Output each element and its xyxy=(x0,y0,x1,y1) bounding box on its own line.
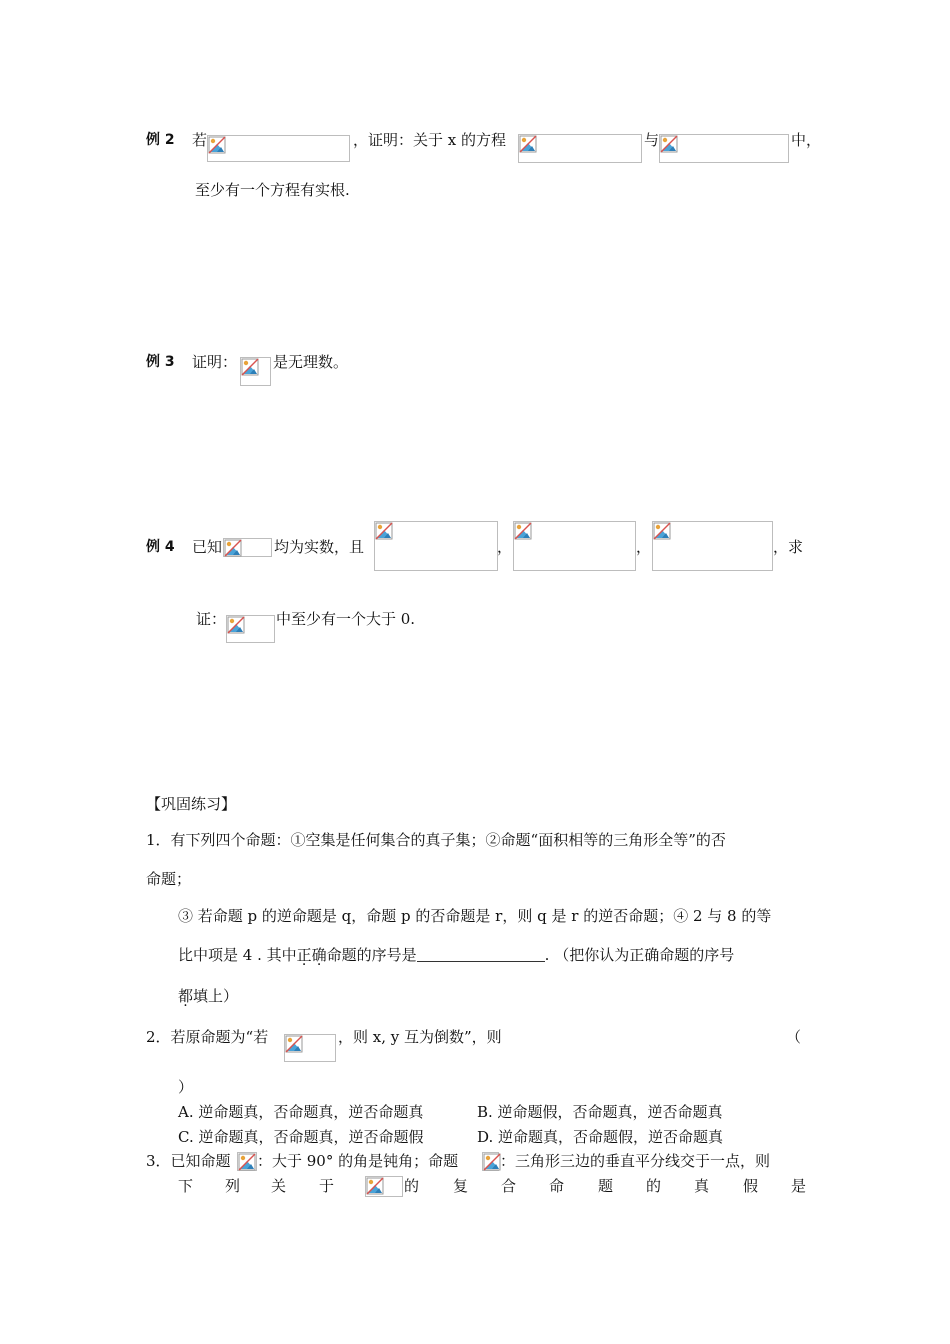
broken-image-icon xyxy=(513,521,636,571)
ex2-text-conclusion: 至少有一个方程有实根. xyxy=(195,181,350,199)
q2-paren-open: （ xyxy=(786,1028,802,1046)
broken-image-icon xyxy=(482,1152,499,1171)
broken-image-icon xyxy=(365,1176,403,1197)
q2-option-a[interactable]: A. 逆命题真，否命题真，逆否命题真 xyxy=(178,1103,424,1121)
broken-image-icon xyxy=(237,1152,257,1171)
q1-line-4 xyxy=(178,945,734,965)
broken-image-glyph xyxy=(483,1153,501,1171)
broken-image-glyph xyxy=(285,1035,303,1053)
q1-line-5 xyxy=(178,986,238,1006)
q3-word: 合 xyxy=(501,1177,517,1195)
q2-option-d[interactable]: D. 逆命题真，否命题假，逆否命题真 xyxy=(477,1128,724,1146)
q3-justified-line xyxy=(178,1176,808,1200)
broken-image-glyph xyxy=(208,136,226,154)
q3-word: 真 xyxy=(694,1177,710,1195)
q3-word: 复 xyxy=(453,1177,469,1195)
ex3-text-irrational: 是无理数。 xyxy=(273,353,349,371)
ex4-text-real: 均为实数，且 xyxy=(274,538,365,556)
ex2-text-prove: ，证明：关于 x 的方程 xyxy=(353,131,506,149)
broken-image-icon xyxy=(284,1034,336,1062)
ex4-comma-2: ， xyxy=(636,538,652,556)
broken-image-glyph xyxy=(366,1177,384,1195)
q2-paren-close: ） xyxy=(178,1078,194,1096)
q1-text-a: 比中项是 4 . 其中 xyxy=(178,946,297,964)
q1-line-2: 命题； xyxy=(146,870,192,888)
q3-text-given: 3．已知命题 xyxy=(146,1152,231,1170)
example-3-label: 例 3 xyxy=(146,354,175,370)
broken-image-icon xyxy=(659,134,789,163)
broken-image-glyph xyxy=(514,522,532,540)
q3-word: 关 xyxy=(271,1177,287,1195)
broken-image-glyph xyxy=(224,539,242,557)
ex4-text-greater: 中至少有一个大于 0. xyxy=(276,610,416,628)
ex4-text-find: ，求 xyxy=(773,538,804,556)
broken-image-icon xyxy=(207,135,350,162)
q3-text-triangle: ：三角形三边的垂直平分线交于一点，则 xyxy=(500,1152,771,1170)
q3-text-obtuse: ：大于 90° 的角是钝角；命题 xyxy=(257,1152,459,1170)
broken-image-glyph xyxy=(660,135,678,153)
q2-text-if: 2．若原命题为“若 xyxy=(146,1028,269,1046)
q3-word: 列 xyxy=(225,1177,241,1195)
q1-text-fill: 填上） xyxy=(193,987,239,1005)
ex2-text-and: 与 xyxy=(644,131,660,149)
q3-word: 的 xyxy=(646,1177,662,1195)
q3-word: 于 xyxy=(319,1177,335,1195)
practice-heading: 【巩固练习】 xyxy=(146,795,237,813)
q3-word: 假 xyxy=(743,1177,759,1195)
broken-image-glyph xyxy=(519,135,537,153)
broken-image-icon xyxy=(652,521,773,571)
q3-word: 下 xyxy=(178,1177,194,1195)
ex4-text-given: 已知 xyxy=(192,538,223,556)
example-4-label: 例 4 xyxy=(146,539,175,555)
broken-image-icon xyxy=(226,615,275,643)
broken-image-icon xyxy=(374,521,498,571)
ex2-text-in: 中， xyxy=(791,131,822,149)
example-2-label: 例 2 xyxy=(146,132,175,148)
q3-word: 命 xyxy=(549,1177,565,1195)
broken-image-icon xyxy=(240,357,271,386)
q3-word: 题 xyxy=(598,1177,614,1195)
emphasis-char-que: 确 xyxy=(311,946,327,964)
broken-image-glyph xyxy=(653,522,671,540)
ex4-comma-1: ， xyxy=(497,538,513,556)
emphasis-char-dou: 都 xyxy=(178,987,194,1005)
ex4-text-prove: 证： xyxy=(196,610,227,628)
answer-blank[interactable] xyxy=(417,947,545,962)
broken-image-glyph xyxy=(238,1153,256,1171)
broken-image-icon xyxy=(223,538,272,557)
q3-word: 的 xyxy=(404,1177,420,1195)
q2-option-b[interactable]: B. 逆命题假，否命题真，逆否命题真 xyxy=(477,1103,723,1121)
q2-text-then: ，则 x, y 互为倒数”，则 xyxy=(338,1028,502,1046)
broken-image-glyph xyxy=(227,616,245,634)
broken-image-icon xyxy=(518,134,642,163)
broken-image-glyph xyxy=(241,358,259,376)
q2-option-c[interactable]: C. 逆命题真，否命题真，逆否命题假 xyxy=(178,1128,424,1146)
emphasis-char-zheng: 正 xyxy=(296,946,312,964)
q1-text-d: 命题的序号是 xyxy=(326,946,417,964)
ex2-text-if: 若 xyxy=(192,131,208,149)
q1-text-e: . （把你认为正确命题的序号 xyxy=(544,946,735,964)
q1-line-1: 1．有下列四个命题：①空集是任何集合的真子集；②命题“面积相等的三角形全等”的否 xyxy=(146,831,726,849)
broken-image-glyph xyxy=(375,522,393,540)
q3-word: 是 xyxy=(791,1177,807,1195)
ex3-text-prove: 证明： xyxy=(192,353,238,371)
q1-line-3: ③ 若命题 p 的逆命题是 q，命题 p 的否命题是 r，则 q 是 r 的逆否命题；④ 2 与 8 的等 xyxy=(178,907,772,925)
